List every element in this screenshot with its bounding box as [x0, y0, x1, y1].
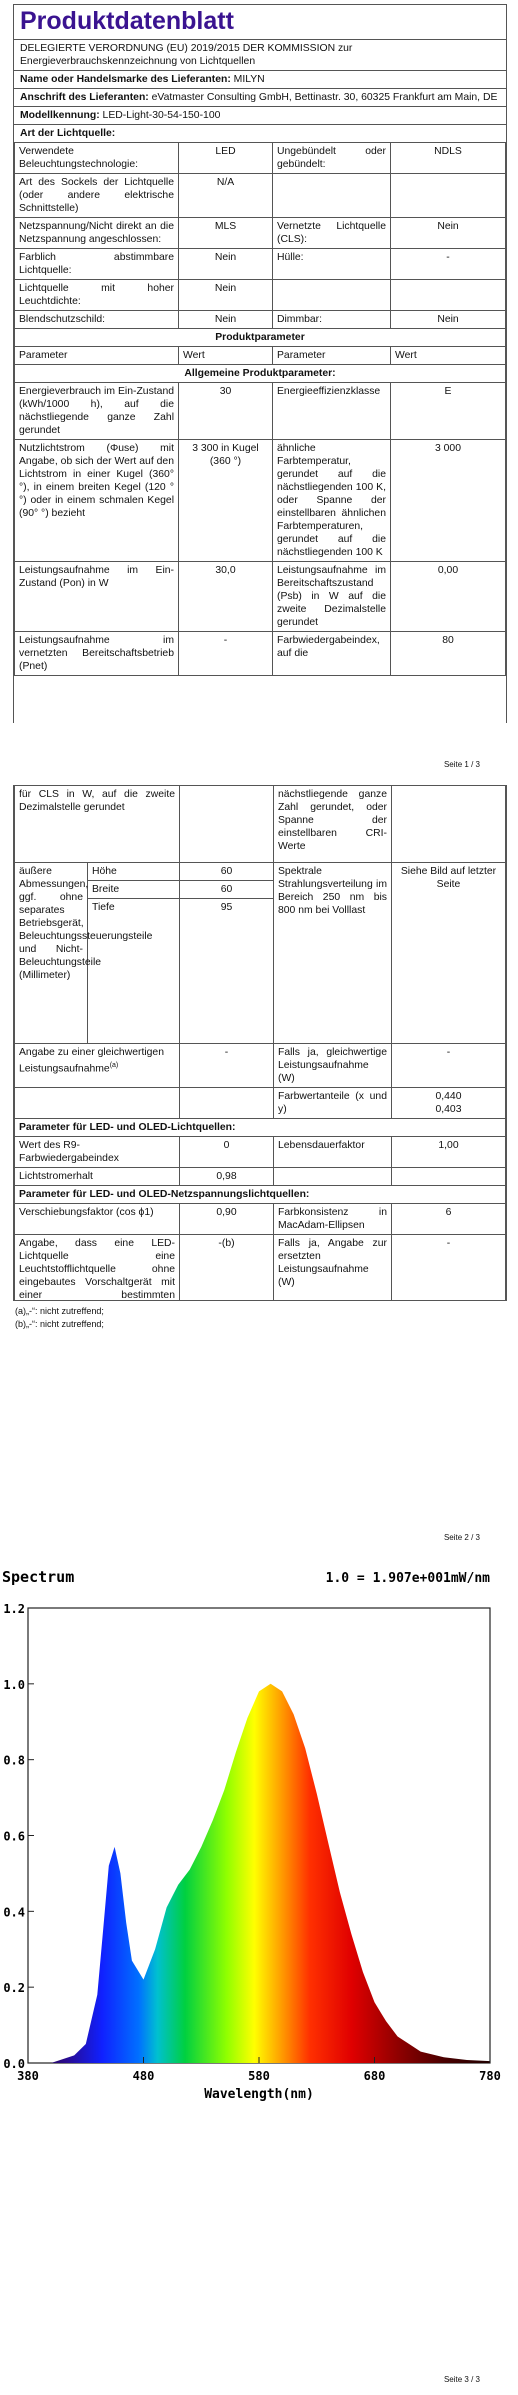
page-number: Seite 3 / 3 [443, 2375, 480, 2384]
param-label: für CLS in W, auf die zweite Dezimalstelle gerundet [15, 786, 180, 863]
table-row [15, 218, 506, 249]
table-row [15, 440, 506, 562]
param-value: LED [179, 143, 273, 174]
param-value: 0 [180, 1137, 274, 1168]
param-label: Angabe, dass eine LED-Lichtquelle eine Leuchtstofflichtquelle ohne eingebautes Vorschaltgerät mit einer bestimmten [15, 1235, 180, 1302]
param-value [392, 786, 506, 863]
x-tick-label: 780 [479, 2069, 501, 2083]
model-id: LED-Light-30-54-150-100 [102, 110, 221, 121]
param-label: Vernetzte Lichtquelle (CLS): [273, 218, 391, 249]
table-row [15, 1088, 506, 1119]
param-value [391, 174, 506, 218]
param-value: N/A [179, 174, 273, 218]
x-axis-label: Wavelength(nm) [204, 2087, 314, 2102]
param-label: Blendschutzschild: [15, 311, 179, 329]
table-row [15, 329, 506, 347]
param-label [273, 280, 391, 311]
param-value [180, 1088, 274, 1119]
param-value: 80 [391, 632, 506, 676]
chroma-x: 0,440 [435, 1091, 462, 1102]
document-title: Produktdatenblatt [20, 7, 234, 35]
param-value [392, 1088, 506, 1119]
table-row [15, 174, 506, 218]
param-value: 6 [392, 1204, 506, 1235]
param-label: Hülle: [273, 249, 391, 280]
chart-title: Spectrum [2, 1568, 75, 1586]
page-number: Seite 2 / 3 [443, 1533, 480, 1542]
regulation-text: DELEGIERTE VERORDNUNG (EU) 2019/2015 DER KOMMISSION zur Energieverbrauchskennzeichnung von Lichtquellen [14, 39, 506, 70]
dimension-value: 60 [180, 881, 274, 899]
param-value: Nein [179, 311, 273, 329]
datasheet-box-page2 [13, 785, 507, 1301]
param-value [391, 280, 506, 311]
model-label: Modellkennung: [20, 110, 100, 121]
param-label: Verschiebungsfaktor (cos ϕ1) [15, 1204, 180, 1235]
y-tick-label: 0.6 [3, 1829, 25, 1844]
equiv-label: Angabe zu einer gleichwertigen Leistungsaufnahme [19, 1047, 164, 1075]
supplier-name-row [14, 70, 506, 88]
param-label: Falls ja, gleichwertige Leistungsaufnahme (W) [274, 1044, 392, 1088]
table-row [15, 786, 506, 863]
param-label: Leistungsaufnahme im vernetzten Bereitschaftsbetrieb (Pnet) [15, 632, 179, 676]
param-label: nächstliegende ganze Zahl gerundet, oder Spanne der einstellbaren CRI-Werte [274, 786, 392, 863]
param-value: 3 000 [391, 440, 506, 562]
param-label: Energieeffizienzklasse [273, 383, 391, 440]
table-row [15, 1119, 506, 1137]
y-tick-label: 1.0 [3, 1677, 25, 1692]
column-header-parameter: Parameter [15, 347, 179, 365]
general-parameters-header: Allgemeine Produktparameter: [15, 365, 506, 383]
param-value: 0,00 [391, 562, 506, 632]
page-1 [0, 0, 518, 780]
param-value: -(b) [180, 1235, 274, 1302]
light-source-type-header: Art der Lichtquelle: [14, 124, 506, 142]
supplier-name-label: Name oder Handelsmarke des Lieferanten: [20, 74, 231, 85]
model-row [14, 106, 506, 124]
param-label: ähnliche Farbtemperatur, gerundet auf die nächstliegenden 100 K, oder Spanne der einstellbaren ähnlichen Farbtemperaturen, gerundet auf die nächstliegenden 100 K [273, 440, 391, 562]
param-label: Lichtstromerhalt [15, 1168, 180, 1186]
column-header-value: Wert [391, 347, 506, 365]
dimension-key: Höhe [88, 863, 180, 881]
led-parameters-header: Parameter für LED- und OLED-Lichtquellen: [15, 1119, 506, 1137]
param-value: 0,90 [180, 1204, 274, 1235]
table-row [15, 365, 506, 383]
param-value: Nein [179, 249, 273, 280]
param-label: Leistungsaufnahme im Ein-Zustand (Pon) in W [15, 562, 179, 632]
x-tick-label: 580 [248, 2069, 270, 2083]
param-value: NDLS [391, 143, 506, 174]
supplier-name: MILYN [233, 74, 265, 85]
param-value: 0,98 [180, 1168, 274, 1186]
param-value: 1,00 [392, 1137, 506, 1168]
dimension-value: 95 [180, 899, 274, 1044]
param-value: - [392, 1235, 506, 1302]
param-value: 30 [179, 383, 273, 440]
param-label: Art des Sockels der Lichtquelle (oder andere elektrische Schnittstelle) [15, 174, 179, 218]
param-label: Verwendete Beleuchtungstechnologie: [15, 143, 179, 174]
param-label: Farbwiedergabeindex, auf die [273, 632, 391, 676]
spectrum-chart-svg [0, 1560, 518, 2120]
table-row [15, 1168, 506, 1186]
chart-legend: 1.0 = 1.907e+001mW/nm [325, 1571, 490, 1586]
table-row [15, 632, 506, 676]
plot-area [3, 1602, 501, 2083]
y-tick-label: 0.0 [3, 2057, 25, 2071]
table-row [15, 280, 506, 311]
param-label: Energieverbrauch im Ein-Zustand (kWh/1000 h), auf die nächstliegende ganze Zahl gerundet [15, 383, 179, 440]
param-label: Falls ja, Angabe zur ersetzten Leistungsaufnahme (W) [274, 1235, 392, 1302]
table-row [15, 1137, 506, 1168]
table-row [15, 383, 506, 440]
page-number: Seite 1 / 3 [443, 760, 480, 769]
product-parameters-header: Produktparameter [15, 329, 506, 347]
table-row [15, 1044, 506, 1088]
table-header-row [15, 347, 506, 365]
y-tick-label: 0.4 [3, 1905, 25, 1920]
param-value: - [391, 249, 506, 280]
param-value: - [180, 1044, 274, 1088]
param-label: Farbkonsistenz in MacAdam-Ellipsen [274, 1204, 392, 1235]
spectral-label: Spektrale Strahlungsverteilung im Bereich 250 nm bis 800 nm bei Volllast [274, 863, 392, 1044]
footnote-b: (b)„-“: nicht zutreffend; [15, 1319, 104, 1329]
param-label [273, 174, 391, 218]
param-label [15, 1044, 180, 1088]
spectral-value: Siehe Bild auf letzter Seite [392, 863, 506, 1044]
x-tick-label: 480 [132, 2069, 155, 2083]
param-value: 30,0 [179, 562, 273, 632]
supplier-address: eVatmaster Consulting GmbH, Bettinastr. 30, 60325 Frankfurt am Main, DE [151, 92, 498, 103]
table-row [15, 311, 506, 329]
y-tick-label: 0.2 [3, 1981, 25, 1996]
light-source-type-table [14, 142, 506, 676]
param-value [180, 786, 274, 863]
x-tick-label: 680 [363, 2069, 386, 2083]
dimension-value: 60 [180, 863, 274, 881]
param-label: Netzspannung/Nicht direkt an die Netzspannung angeschlossen: [15, 218, 179, 249]
param-value: 3 300 in Kugel (360 °) [179, 440, 273, 562]
param-value: Nein [391, 218, 506, 249]
param-label: Farblich abstimmbare Lichtquelle: [15, 249, 179, 280]
table-row [15, 1204, 506, 1235]
param-label: Wert des R9-Farbwiedergabeindex [15, 1137, 180, 1168]
chroma-y: 0,403 [435, 1104, 462, 1115]
page-3 [0, 1560, 518, 2395]
param-label: Nutzlichtstrom (Φuse) mit Angabe, ob sich der Wert auf den Lichtstrom in einer Kugel (360° °), in einem breiten Kegel (120 °°) oder in einem schmalen Kegel (90° °) bezieht [15, 440, 179, 562]
param-value: Nein [391, 311, 506, 329]
datasheet-box-page1 [13, 4, 507, 723]
dimension-key: Breite [88, 881, 180, 899]
param-value: E [391, 383, 506, 440]
param-value: - [179, 632, 273, 676]
dimensions-label: äußere Abmessungen, ggf. ohne separates Betriebsgerät, Beleuchtungssteuerungsteile und Nicht-Beleuchtungsteile (Millimeter) [15, 863, 88, 1044]
table-row [15, 143, 506, 174]
page-2 [0, 785, 518, 1560]
table-row [15, 1235, 506, 1302]
mains-parameters-header: Parameter für LED- und OLED-Netzspannungslichtquellen: [15, 1186, 506, 1204]
param-label: Ungebündelt oder gebündelt: [273, 143, 391, 174]
y-tick-label: 0.8 [3, 1753, 25, 1768]
y-tick-label: 1.2 [3, 1602, 25, 1616]
param-label: Lebensdauerfaktor [274, 1137, 392, 1168]
param-label [274, 1168, 392, 1186]
footnote-ref: (a) [109, 1062, 119, 1069]
param-label: Farbwertanteile (x und y) [274, 1088, 392, 1119]
param-value: MLS [179, 218, 273, 249]
footnote-a: (a)„-“: nicht zutreffend; [15, 1306, 104, 1316]
param-value: Nein [179, 280, 273, 311]
product-parameters-table-cont [14, 785, 506, 1301]
column-header-value: Wert [179, 347, 273, 365]
param-label: Lichtquelle mit hoher Leuchtdichte: [15, 280, 179, 311]
table-row [15, 1186, 506, 1204]
param-label: Dimmbar: [273, 311, 391, 329]
spectrum-chart [0, 1560, 518, 2120]
table-row [15, 249, 506, 280]
param-label [15, 1088, 180, 1119]
supplier-address-row [14, 88, 506, 106]
param-label: Leistungsaufnahme im Bereitschaftszustand (Psb) in W auf die zweite Dezimalstelle gerundet [273, 562, 391, 632]
param-value [392, 1168, 506, 1186]
table-row [15, 562, 506, 632]
x-tick-label: 380 [17, 2069, 39, 2083]
address-label: Anschrift des Lieferanten: [20, 92, 149, 103]
dimension-key: Tiefe [88, 899, 180, 1044]
table-row [15, 863, 506, 881]
param-value: - [392, 1044, 506, 1088]
column-header-parameter: Parameter [273, 347, 391, 365]
